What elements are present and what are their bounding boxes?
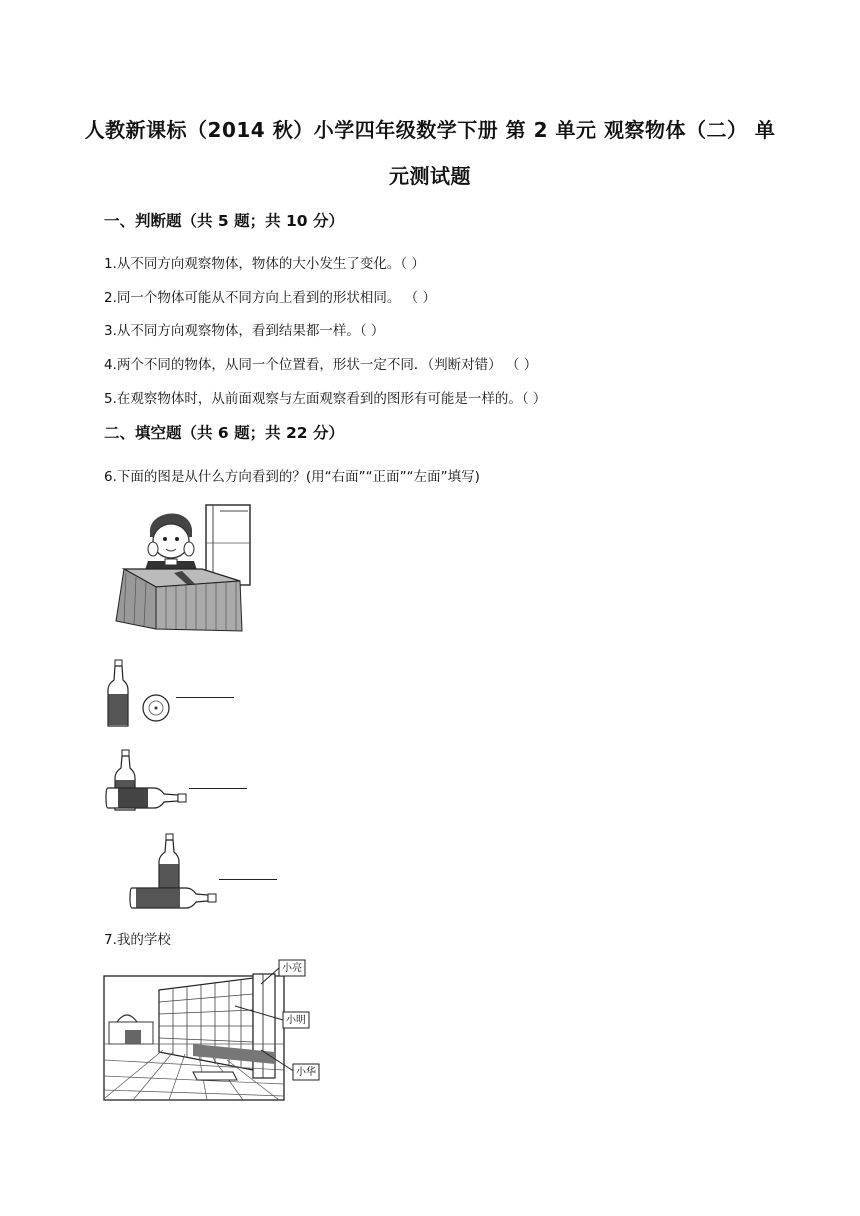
label-xiaoliang: 小亮 (282, 963, 302, 974)
question-6: 6.下面的图是从什么方向看到的？(用“右面”“正面”“左面”填写) (104, 469, 480, 485)
section-heading-judgement: 一、判断题（共 5 题；共 10 分） (104, 212, 344, 230)
section-heading-fill-blank: 二、填空题（共 6 题；共 22 分） (104, 424, 344, 442)
document-title-line-2: 元测试题 (389, 164, 471, 188)
question-1: 1.从不同方向观察物体，物体的大小发生了变化。（ ） (104, 256, 425, 272)
document-title-line-1: 人教新课标（2014 秋）小学四年级数学下册 第 2 单元 观察物体（二） 单 (84, 118, 776, 142)
label-xiaoming: 小明 (286, 1015, 306, 1026)
bottle-upright-figure (104, 658, 184, 730)
question-5: 5.在观察物体时，从前面观察与左面观察看到的图形有可能是一样的。（ ） (104, 391, 547, 407)
question-7: 7.我的学校 (104, 932, 171, 948)
answer-blank-2[interactable] (189, 788, 247, 789)
answer-blank-3[interactable] (219, 879, 277, 880)
label-xiaohua: 小华 (296, 1067, 316, 1078)
answer-blank-1[interactable] (176, 697, 234, 698)
question-4: 4.两个不同的物体，从同一个位置看，形状一定不同．（判断对错） （ ） (104, 357, 538, 373)
question-3: 3.从不同方向观察物体，看到结果都一样。（ ） (104, 323, 385, 339)
bottles-view-3-figure (130, 834, 230, 914)
bottles-view-2-figure (104, 750, 194, 822)
child-at-table-figure (110, 503, 255, 635)
question-2: 2.同一个物体可能从不同方向上看到的形状相同。 （ ） (104, 290, 436, 306)
